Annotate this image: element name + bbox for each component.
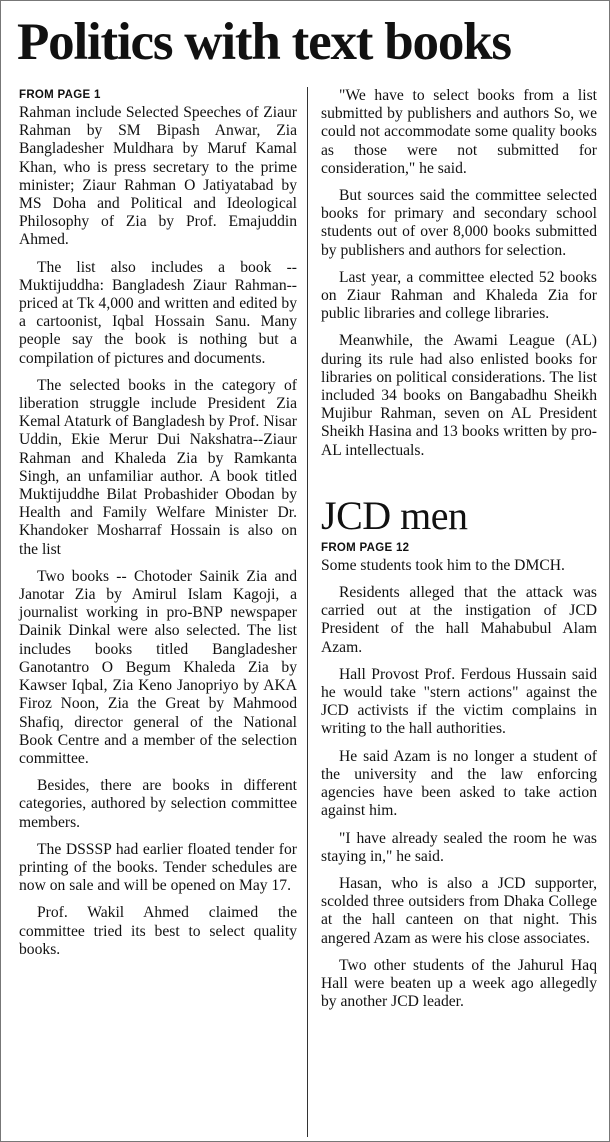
body-paragraph: Last year, a committee elected 52 books on Ziaur Rahman and Khaleda Zia for public libraries and college libraries. <box>321 268 597 323</box>
body-paragraph: But sources said the committee selected books for primary and secondary school students out of over 8,000 books submitted by publishers and authors for selection. <box>321 187 597 259</box>
body-paragraph: He said Azam is no longer a student of the university and the law enforcing agencies have been asked to take action against him. <box>321 747 597 820</box>
second-story-kicker: FROM PAGE 12 <box>321 541 410 554</box>
body-paragraph: "I have already sealed the room he was staying in," he said. <box>321 829 597 865</box>
body-paragraph: Hasan, who is also a JCD supporter, scolded three outsiders from Dhaka College at the hall canteen on that night. This angered Azam as were his close associates. <box>321 874 597 947</box>
body-paragraph: Two other students of the Jahurul Haq Hall were beaten up a week ago allegedly by another JCD leader. <box>321 956 597 1011</box>
body-paragraph: The selected books in the category of liberation struggle include President Zia Kemal Ataturk of Bangladesh by Prof. Nisar Uddin, Ekie Merur Dui Nakshatra--Ziaur Rahman and Khaleda Zia by Ramkanta Singh, an unfamiliar author. A book titled Muktijuddhe Bilat Probashider Obodan by Health and Family Welfare Minister Dr. Khandoker Mosharraf Hossain is also on the list <box>19 376 297 558</box>
body-paragraph: Two books -- Chotoder Sainik Zia and Janotar Zia by Amirul Islam Kagoji, a journalist working in pro-BNP newspaper Dainik Dinkal were also selected. The list includes books titled Bangladesher Ganotantro O Begum Khaleda Zia by Kawser Iqbal, Zia Keno Janopriyo by AKA Firoz Noon, Zia the Great by Mahmood Shafiq, director general of the National Book Centre and a member of the selection committee. <box>19 567 297 767</box>
body-paragraph: Hall Provost Prof. Ferdous Hussain said he would take "stern actions" against the JCD activists if the victim complains in writing to the hall authorities. <box>321 665 597 738</box>
right-column <box>321 87 597 1020</box>
headline: Politics with text books <box>17 13 511 71</box>
continuation-kicker: FROM PAGE 1 <box>19 89 101 101</box>
body-paragraph: Besides, there are books in different categories, authored by selection committee members. <box>19 777 297 831</box>
body-paragraph: Rahman include Selected Speeches of Ziaur Rahman by SM Bipash Anwar, Zia Bangladesher Muldhara by Maruf Kamal Khan, who is press secretary to the prime minister; Ziaur Rahman O Jatiyatabad by MS Doha and Political and Ideological Philosophy of Zia by Prof. Emajuddin Ahmed. <box>19 104 297 249</box>
body-paragraph: Meanwhile, the Awami League (AL) during its rule had also enlisted books for libraries on political considerations. The list included 34 books on Bangabadhu Sheikh Mujibur Rahman, seven on AL President Sheikh Hasina and 13 books written by pro-AL intellectuals. <box>321 332 597 459</box>
body-paragraph: Residents alleged that the attack was carried out at the instigation of JCD President of the hall Mahabubul Alam Azam. <box>321 584 597 656</box>
second-story-headline: JCD men <box>321 492 468 538</box>
body-paragraph: Prof. Wakil Ahmed claimed the committee tried its best to select quality books. <box>19 904 297 958</box>
left-column <box>19 87 297 968</box>
body-paragraph: "We have to select books from a list submitted by publishers and authors So, we could not accommodate some quality books as those were not submitted for consideration," he said. <box>321 87 597 177</box>
body-paragraph: The list also includes a book -- Muktijuddha: Bangladesh Ziaur Rahman-- priced at Tk 4,000 and written and edited by a cartoonist, Iqbal Hossain Sanu. Many people say the book is nothing but a compilation of pictures and documents. <box>19 258 297 367</box>
body-paragraph: The DSSSP had earlier floated tender for printing of the books. Tender schedules are now on sale and will be opened on May 17. <box>19 840 297 895</box>
column-divider <box>307 87 308 1137</box>
body-paragraph: Some students took him to the DMCH. <box>321 556 565 574</box>
